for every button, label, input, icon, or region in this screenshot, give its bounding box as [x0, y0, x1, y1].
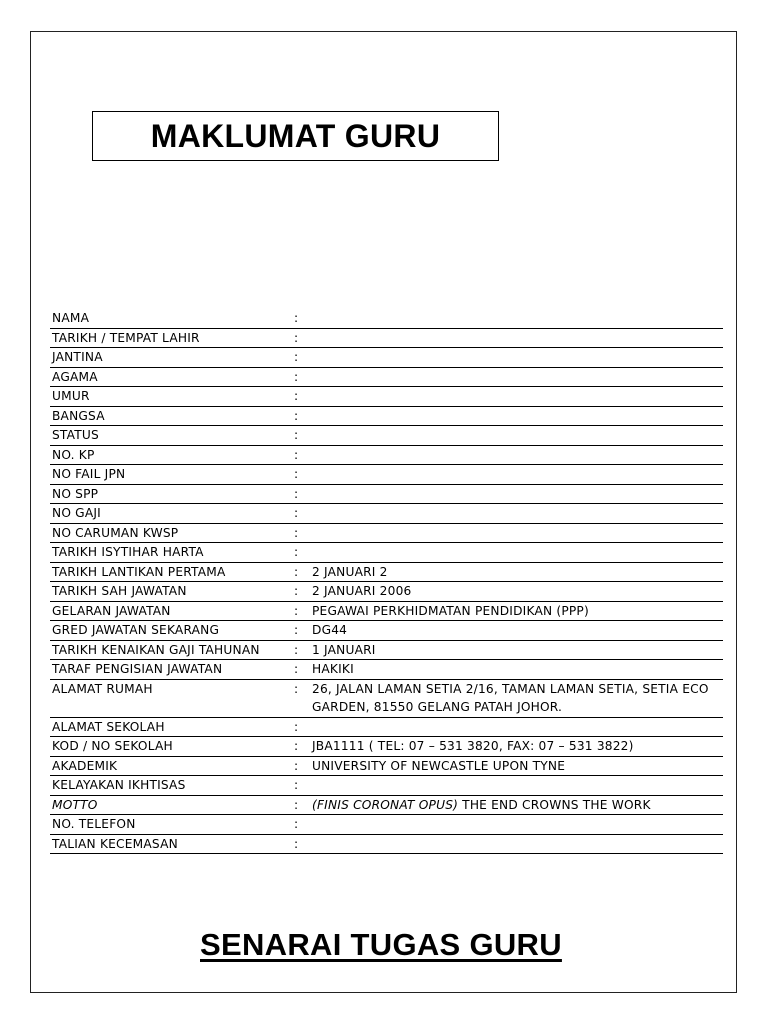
row-value-text: THE END CROWNS THE WORK [462, 797, 651, 812]
info-row [50, 543, 723, 563]
info-row [50, 660, 723, 680]
row-separator: : [294, 428, 299, 442]
row-separator: : [294, 564, 299, 579]
info-row [50, 641, 723, 661]
row-value: 26, JALAN LAMAN SETIA 2/16, TAMAN LAMAN SETIA, SETIA ECO GARDEN, 81550 GELANG PATAH JOHOR. [312, 681, 709, 714]
info-row [50, 737, 723, 757]
info-row [50, 757, 723, 777]
info-row [50, 465, 723, 485]
row-separator: : [294, 486, 299, 501]
info-row [50, 309, 723, 329]
info-row [50, 563, 723, 583]
row-value [310, 387, 723, 406]
info-row [50, 446, 723, 466]
row-value: JBA1111 ( TEL: 07 – 531 3820, FAX: 07 – 531 3822) [312, 739, 634, 753]
row-value [310, 446, 723, 465]
info-table [50, 309, 723, 854]
row-label: GELARAN JAWATAN [52, 603, 171, 618]
info-row [50, 815, 723, 835]
row-label: GRED JAWATAN SEKARANG [52, 623, 220, 637]
row-separator: : [294, 467, 299, 481]
row-label: STATUS [52, 428, 99, 442]
info-row [50, 680, 723, 718]
row-label: ALAMAT RUMAH [52, 681, 153, 696]
row-value [310, 815, 723, 834]
row-value [310, 524, 723, 543]
row-label: AKADEMIK [52, 758, 118, 773]
row-label: NO. TELEFON [52, 817, 136, 831]
info-row [50, 504, 723, 524]
row-separator: : [294, 350, 299, 364]
row-separator: : [294, 311, 299, 325]
info-row [50, 348, 723, 368]
info-row [50, 524, 723, 544]
row-separator: : [294, 389, 299, 403]
info-row [50, 718, 723, 738]
row-label: TARIKH ISYTIHAR HARTA [52, 545, 204, 559]
row-separator: : [294, 836, 299, 851]
info-row [50, 368, 723, 388]
row-separator: : [294, 797, 299, 812]
row-value: PEGAWAI PERKHIDMATAN PENDIDIKAN (PPP) [312, 603, 589, 618]
row-label: NO CARUMAN KWSP [52, 525, 179, 540]
row-separator: : [294, 506, 299, 520]
row-separator: : [294, 369, 299, 384]
row-value [310, 835, 723, 854]
info-row [50, 329, 723, 349]
title-box [92, 111, 499, 161]
row-value-italic: (FINIS CORONAT OPUS) [312, 797, 459, 812]
row-label: TARIKH LANTIKAN PERTAMA [52, 564, 226, 579]
page-title: MAKLUMAT GURU [150, 117, 441, 154]
info-row [50, 776, 723, 796]
row-value: 2 JANUARI 2 [312, 564, 388, 579]
row-value: HAKIKI [312, 662, 354, 676]
row-separator: : [294, 681, 299, 696]
info-row [50, 426, 723, 446]
row-value: 1 JANUARI [312, 642, 376, 657]
row-separator: : [294, 642, 299, 657]
info-row [50, 835, 723, 855]
row-value [310, 796, 723, 815]
row-label: NO GAJI [52, 506, 101, 520]
row-label: UMUR [52, 389, 90, 403]
row-label: NO. KP [52, 447, 95, 462]
row-label: NAMA [52, 311, 90, 325]
row-separator: : [294, 447, 299, 462]
info-row [50, 602, 723, 622]
row-value [310, 776, 723, 795]
row-value [310, 348, 723, 367]
row-value [310, 407, 723, 426]
row-value [310, 368, 723, 387]
row-label: TARIKH KENAIKAN GAJI TAHUNAN [52, 642, 260, 657]
row-separator: : [294, 603, 299, 618]
row-label: TARIKH SAH JAWATAN [52, 584, 187, 598]
info-row [50, 621, 723, 641]
row-label: TARIKH / TEMPAT LAHIR [52, 330, 200, 345]
row-separator: : [294, 525, 299, 540]
info-row [50, 387, 723, 407]
row-separator: : [294, 584, 299, 598]
row-value [310, 485, 723, 504]
row-separator: : [294, 817, 299, 831]
row-value: DG44 [312, 623, 348, 637]
row-label: MOTTO [52, 797, 98, 812]
row-label: JANTINA [52, 350, 103, 364]
info-row [50, 582, 723, 602]
row-value [310, 504, 723, 523]
footer-title: SENARAI TUGAS GURU [200, 927, 562, 962]
row-label: TALIAN KECEMASAN [52, 836, 178, 851]
row-label: NO FAIL JPN [52, 467, 126, 481]
row-label: BANGSA [52, 408, 105, 423]
row-label: AGAMA [52, 369, 98, 384]
row-value [310, 309, 723, 328]
row-value: UNIVERSITY OF NEWCASTLE UPON TYNE [312, 758, 566, 773]
row-value [310, 718, 723, 737]
row-label: ALAMAT SEKOLAH [52, 719, 165, 734]
row-value [310, 329, 723, 348]
row-value [310, 426, 723, 445]
row-separator: : [294, 778, 299, 792]
row-separator: : [294, 408, 299, 423]
row-value [310, 543, 723, 562]
row-separator: : [294, 758, 299, 773]
row-label: KELAYAKAN IKHTISAS [52, 778, 186, 792]
row-label: NO SPP [52, 486, 99, 501]
row-separator: : [294, 739, 299, 753]
info-row [50, 485, 723, 505]
row-separator: : [294, 623, 299, 637]
row-value: 2 JANUARI 2006 [312, 584, 412, 598]
row-separator: : [294, 330, 299, 345]
info-row [50, 796, 723, 816]
row-separator: : [294, 719, 299, 734]
info-row [50, 407, 723, 427]
row-label: KOD / NO SEKOLAH [52, 739, 173, 753]
row-separator: : [294, 662, 299, 676]
row-label: TARAF PENGISIAN JAWATAN [52, 662, 223, 676]
row-separator: : [294, 545, 299, 559]
row-value [310, 465, 723, 484]
